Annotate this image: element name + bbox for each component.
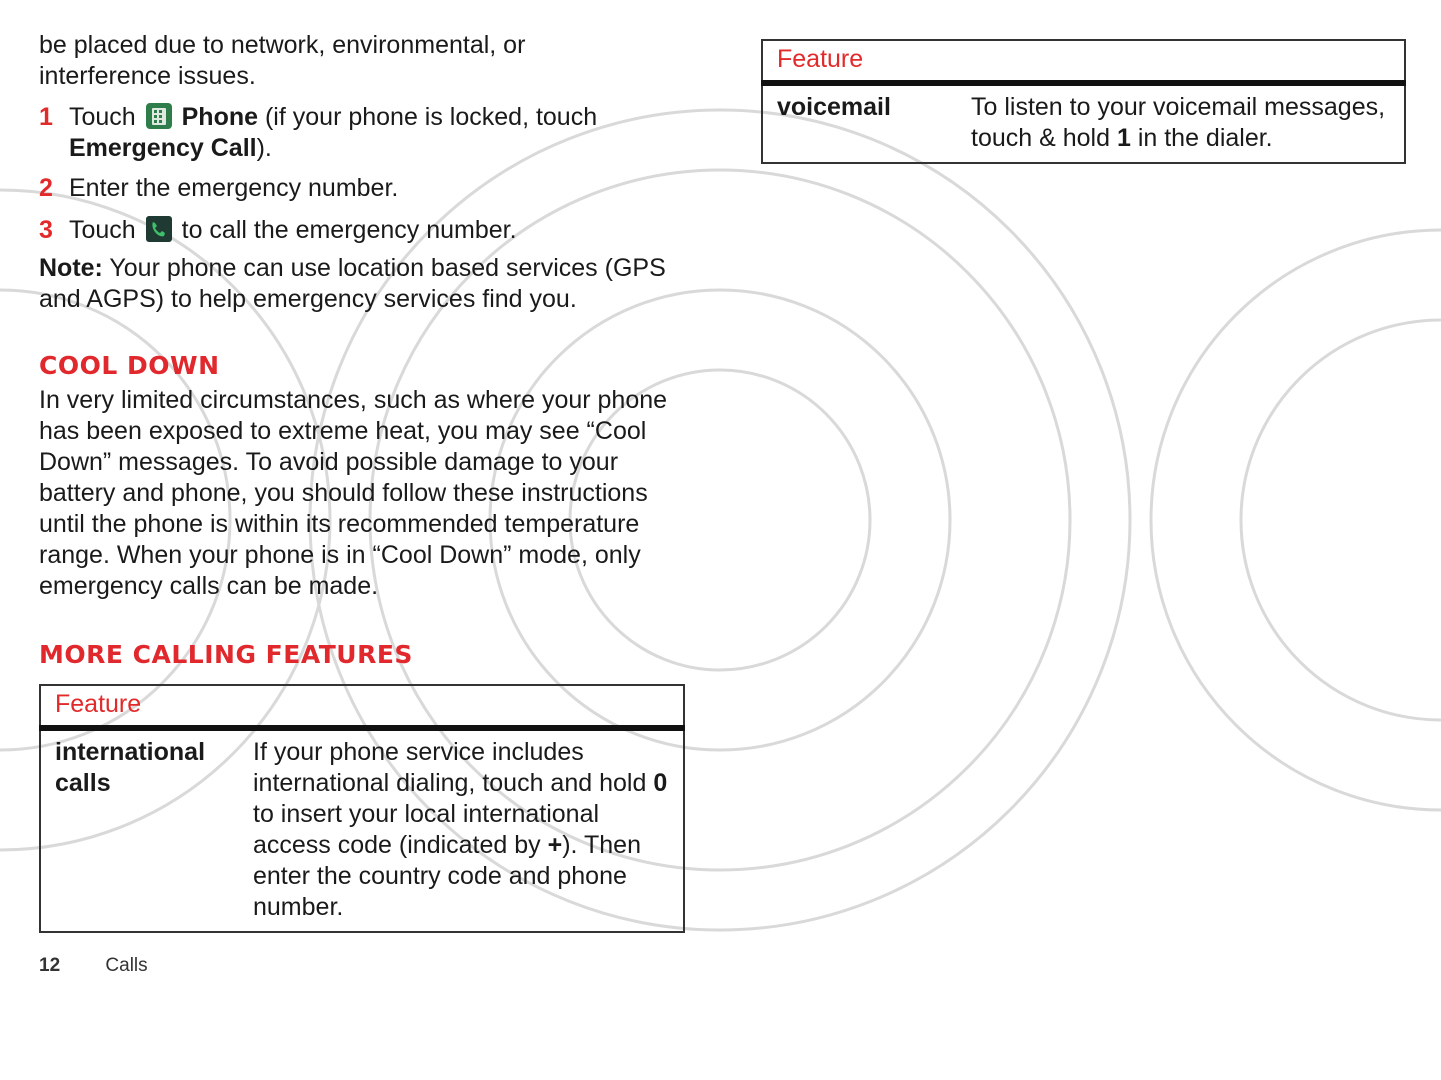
note-paragraph	[39, 253, 685, 315]
feature-term: voicemail	[777, 93, 891, 121]
description-text: If your phone service includes international dialing, touch and hold	[253, 738, 647, 797]
step-text: Enter the emergency number.	[69, 174, 399, 202]
call-icon	[145, 215, 173, 243]
cool-down-text: In very limited circumstances, such as where your phone has been exposed to extreme heat, you may see “Cool Down” messages. To avoid possible damage to your battery and phone, you should follow these instructions until the phone is within its recommended temperature range. When your phone is in “Cool Down” mode, only emergency calls can be made.	[39, 386, 668, 600]
more-calling-table	[39, 684, 685, 933]
step-number: 1	[39, 103, 53, 131]
right-column	[761, 39, 1406, 164]
table-header: Feature	[762, 40, 1405, 83]
feature-description	[957, 83, 1405, 163]
page-footer	[39, 955, 148, 977]
step-1	[39, 102, 685, 164]
feature-description	[239, 728, 684, 932]
step-text: Touch	[69, 216, 136, 244]
key-zero: 0	[653, 769, 668, 797]
step-text: to call the emergency number.	[181, 216, 517, 244]
feature-term: international calls	[55, 738, 206, 797]
description-text: to insert your local international access code (indicated by	[253, 800, 600, 859]
cool-down-heading: COOL DOWN	[39, 351, 220, 380]
step-number: 2	[39, 174, 53, 202]
step-number: 3	[39, 216, 53, 244]
step-3	[39, 215, 685, 246]
phone-app-icon	[145, 102, 173, 130]
table-row	[40, 728, 684, 932]
table-row	[762, 83, 1405, 163]
left-column	[39, 30, 685, 933]
step-text: ).	[256, 134, 272, 162]
note-label: Note:	[39, 254, 103, 282]
step-text: (if your phone is locked, touch	[264, 103, 598, 131]
emergency-call-label: Emergency Call	[69, 134, 257, 162]
intro-text: be placed due to network, environmental, or interference issues.	[39, 31, 526, 90]
description-text: in the dialer.	[1137, 124, 1273, 152]
key-one: 1	[1116, 124, 1131, 152]
note-text: Your phone can use location based services (GPS and AGPS) to help emergency services find you.	[39, 254, 666, 313]
step-2	[39, 173, 685, 204]
description-text: ). Then enter the country code and phone number.	[253, 831, 641, 921]
description-text: To listen to your voicemail messages, touch & hold	[971, 93, 1386, 152]
plus-symbol: +	[547, 831, 563, 859]
footer-section: Calls	[105, 955, 148, 976]
more-calling-heading: MORE CALLING FEATURES	[39, 640, 413, 669]
voicemail-table	[761, 39, 1406, 164]
phone-label: Phone	[181, 103, 259, 131]
page-number: 12	[39, 955, 61, 976]
table-header: Feature	[40, 685, 684, 728]
step-text: Touch	[69, 103, 136, 131]
